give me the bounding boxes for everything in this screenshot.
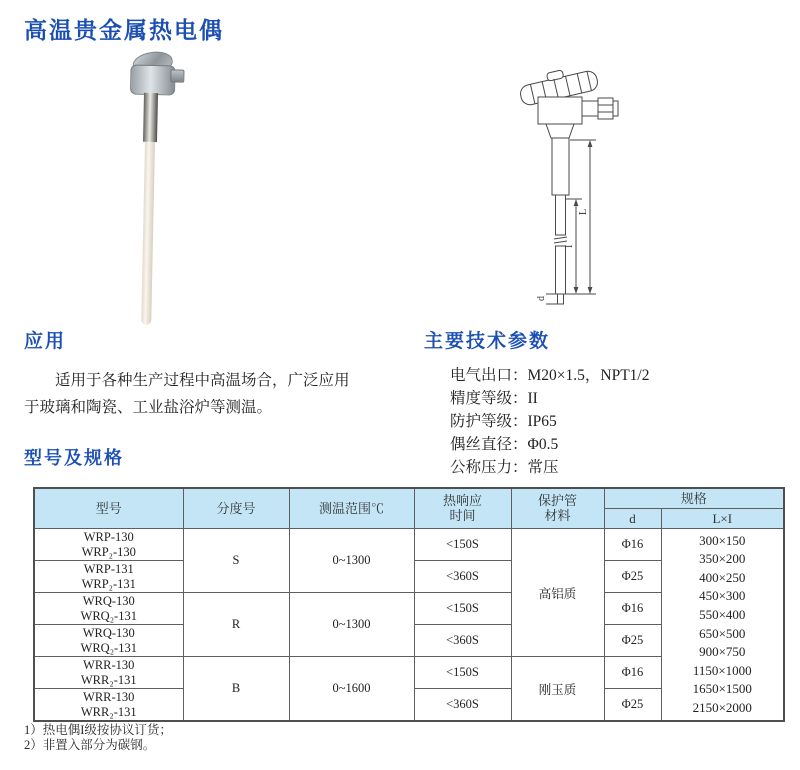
graduation-cell: S	[183, 529, 289, 593]
spec-heading: 型号及规格	[24, 448, 124, 468]
page-title: 高温贵金属热电偶	[24, 17, 224, 43]
drawing-head-body	[538, 97, 582, 124]
application-section	[24, 326, 422, 421]
application-text-line-2: 于玻璃和陶瓷、工业盐浴炉等测温。	[24, 399, 273, 417]
diameter-cell: Φ16	[604, 529, 661, 561]
tech-params-heading: 主要技术参数	[424, 331, 551, 352]
drawing-side-connector	[582, 98, 618, 119]
header-d: d	[604, 509, 661, 529]
response-cell: <150S	[414, 657, 511, 689]
spec-table	[33, 487, 785, 722]
drawing-dimension-L	[565, 140, 596, 294]
header-response: 热响应 时间	[414, 488, 511, 529]
lxi-value: 2150×2000	[692, 699, 752, 715]
lxi-value: 650×500	[699, 625, 746, 641]
tech-param-item: 偶丝直径：Φ0.5	[450, 435, 559, 453]
graduation-cell: R	[183, 593, 289, 657]
diameter-cell: Φ16	[604, 657, 661, 689]
diameter-cell: Φ25	[604, 689, 661, 722]
response-cell: <360S	[414, 561, 511, 593]
lxi-value: 450×300	[699, 588, 746, 604]
lxi-value: 550×400	[699, 606, 746, 622]
thermocouple-photo	[105, 51, 201, 328]
dimension-label-L: L	[578, 208, 589, 215]
table-header-row	[34, 488, 784, 509]
response-cell: <150S	[414, 593, 511, 625]
graduation-cell: B	[183, 657, 289, 722]
diameter-cell: Φ25	[604, 625, 661, 657]
response-cell: <360S	[414, 689, 511, 722]
model-cell: WRQ-130 WRQ₂-131	[34, 625, 183, 657]
header-model: 型号	[34, 488, 183, 529]
technical-drawing	[486, 68, 658, 310]
diameter-cell: Φ16	[604, 593, 661, 625]
range-cell: 0~1300	[289, 529, 414, 593]
footnotes	[24, 723, 172, 753]
dimension-label-I: I	[564, 244, 575, 248]
photo-cable-entry	[170, 69, 184, 82]
lxi-value: 350×200	[699, 551, 746, 567]
model-cell: WRR-130 WRR₂-131	[34, 657, 183, 689]
model-cell: WRP-130 WRP₂-130	[34, 529, 183, 561]
model-cell: WRP-131 WRP₂-131	[34, 561, 183, 593]
application-text	[24, 367, 422, 421]
lxi-value: 1150×1000	[692, 662, 752, 678]
response-cell: <360S	[414, 625, 511, 657]
application-text-line-1: 适用于各种生产过程中高温场合，广泛应用	[55, 372, 350, 389]
material-cell: 高铝质	[511, 529, 604, 657]
footnote: 2）非置入部分为碳钢。	[24, 738, 156, 752]
drawing-svg	[486, 68, 658, 310]
tech-param-item: 防护等级：IP65	[450, 412, 557, 430]
model-cell: WRQ-130 WRQ₂-131	[34, 593, 183, 625]
tech-params-list	[424, 365, 794, 480]
lxi-value: 1650×1500	[692, 681, 752, 697]
drawing-dimension-d	[536, 294, 558, 304]
response-cell: <150S	[414, 529, 511, 561]
lxi-value: 400×250	[699, 569, 746, 585]
table-row	[34, 529, 784, 561]
header-lxi: L×I	[661, 509, 784, 529]
material-cell: 刚玉质	[511, 657, 604, 722]
tech-param-item: 精度等级：II	[450, 389, 538, 407]
photo-ceramic-tube	[141, 142, 155, 325]
lxi-value: 300×150	[699, 532, 746, 548]
header-graduation: 分度号	[183, 488, 289, 529]
range-cell: 0~1600	[289, 657, 414, 722]
header-spec: 规格	[604, 488, 784, 509]
model-cell: WRR-130 WRR₂-131	[34, 689, 183, 722]
footnote: 1）热电偶I级按协议订货；	[24, 723, 172, 737]
header-range: 测温范围℃	[289, 488, 414, 529]
application-heading: 应用	[24, 331, 67, 352]
header-material: 保护管 材料	[511, 488, 604, 529]
drawing-protection-tube	[546, 124, 574, 304]
lxi-value: 900×750	[699, 644, 746, 660]
tech-params-section	[424, 326, 794, 480]
tech-param-item: 电气出口：M20×1.5，NPT1/2	[450, 367, 650, 384]
tech-param-item: 公称压力：常压	[450, 458, 559, 476]
photo-head-body	[130, 65, 176, 96]
photo-metal-neck	[143, 93, 158, 142]
diameter-cell: Φ25	[604, 561, 661, 593]
range-cell: 0~1300	[289, 593, 414, 657]
dimension-label-d: d	[536, 296, 547, 301]
lxi-cell	[661, 529, 784, 722]
